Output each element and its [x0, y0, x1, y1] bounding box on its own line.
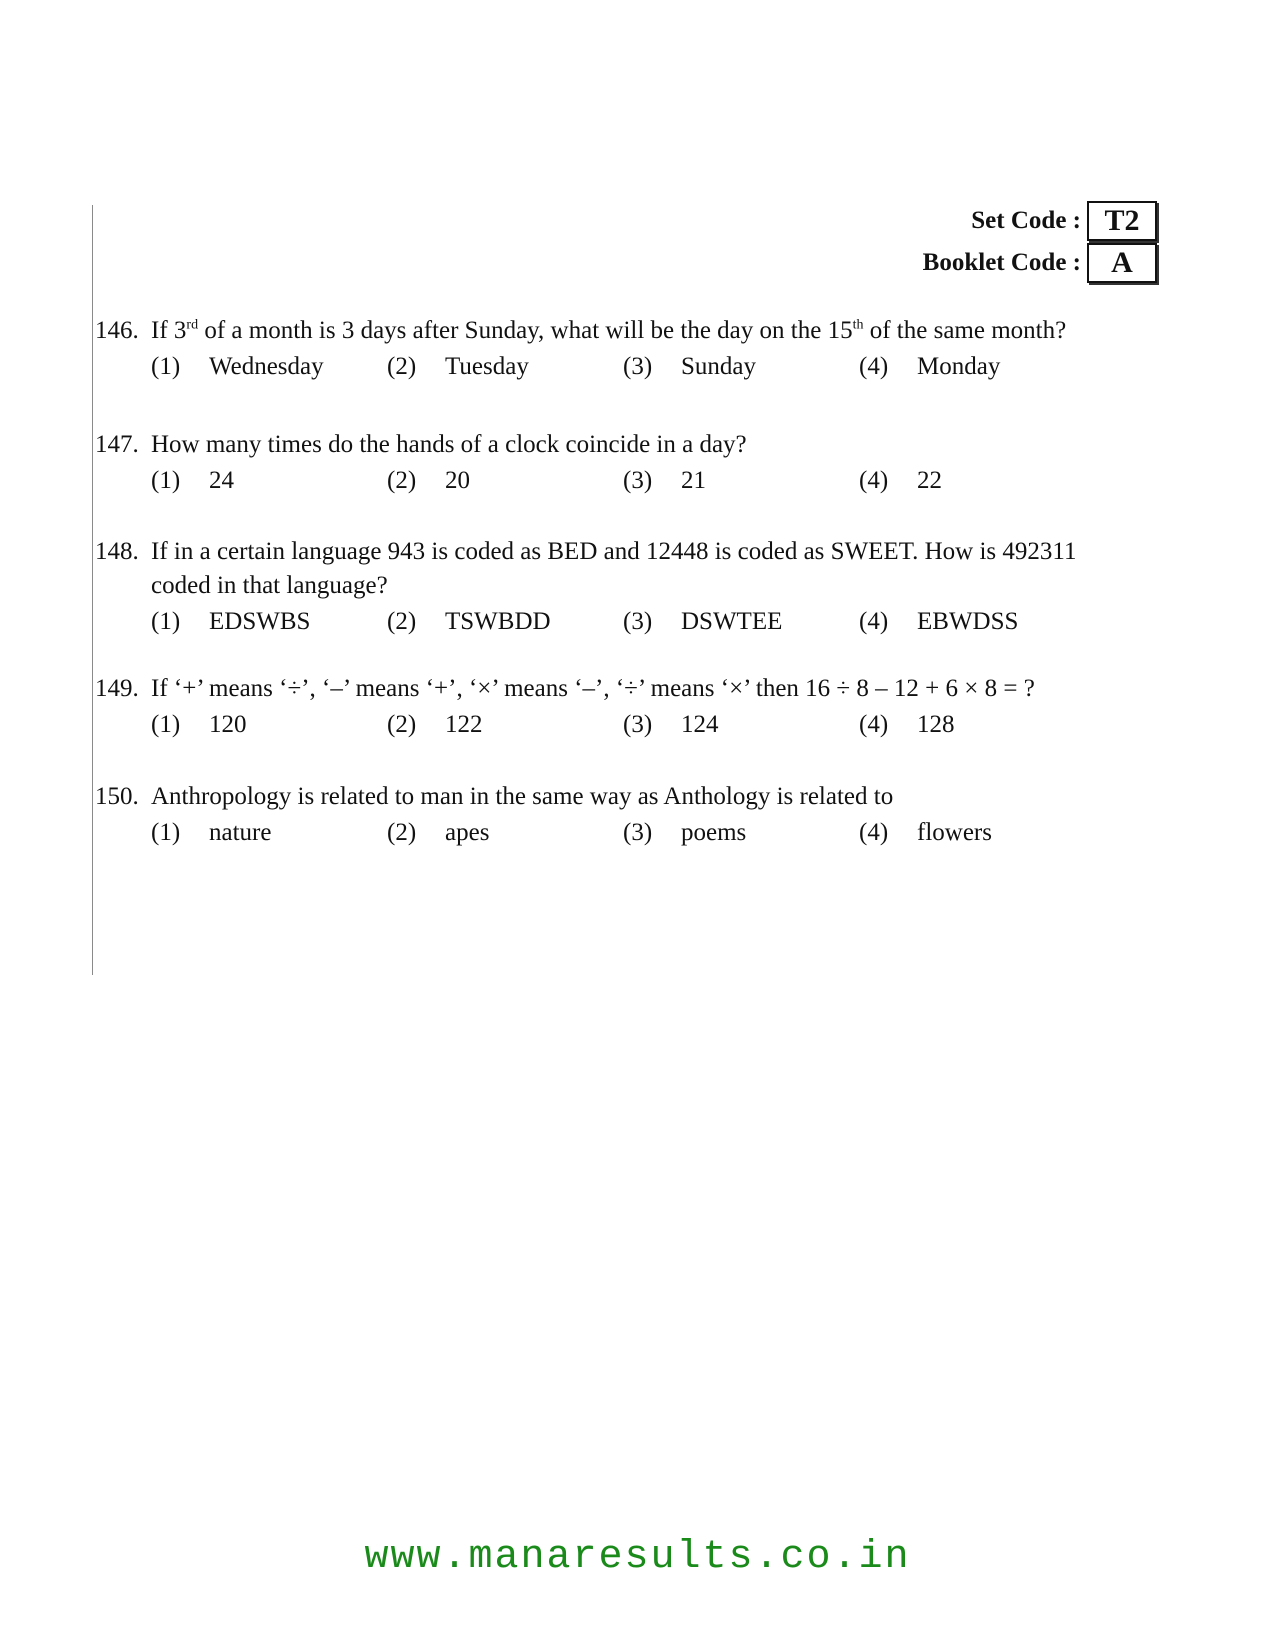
- set-code-label: Set Code :: [971, 207, 1081, 234]
- question-146: [95, 314, 1175, 384]
- option-1[interactable]: (1) nature: [151, 819, 272, 846]
- question-text-continued: coded in that language?: [151, 572, 388, 599]
- question-text: If ‘+’ means ‘÷’, ‘–’ means ‘+’, ‘×’ means ‘–’, ‘÷’ means ‘×’ then 16 ÷ 8 – 12 + 6 × 8 = ?: [151, 675, 1035, 702]
- booklet-code-box: A: [1087, 243, 1157, 283]
- option-4[interactable]: (4) 22: [859, 467, 942, 494]
- options-list: [95, 708, 1175, 742]
- code-block: [923, 200, 1157, 284]
- option-2[interactable]: (2) Tuesday: [387, 353, 529, 380]
- option-3[interactable]: (3) 124: [623, 711, 719, 738]
- options-list: [95, 464, 1175, 498]
- booklet-code-row: [923, 242, 1157, 284]
- question-text: How many times do the hands of a clock coincide in a day?: [151, 431, 747, 458]
- question-number: 149.: [95, 675, 139, 702]
- option-3[interactable]: (3) poems: [623, 819, 747, 846]
- option-3[interactable]: (3) DSWTEE: [623, 608, 783, 635]
- question-149: [95, 672, 1175, 742]
- margin-rule: [92, 205, 93, 975]
- question-147: [95, 428, 1175, 498]
- option-1[interactable]: (1) 24: [151, 467, 234, 494]
- set-code-row: [923, 200, 1157, 242]
- option-3[interactable]: (3) 21: [623, 467, 706, 494]
- question-148: [95, 535, 1175, 639]
- question-text: If in a certain language 943 is coded as BED and 12448 is coded as SWEET. How is 492311: [151, 538, 1077, 565]
- website-footer-link[interactable]: www.manaresults.co.in: [364, 1535, 911, 1580]
- option-4[interactable]: (4) 128: [859, 711, 955, 738]
- question-text: If 3rd of a month is 3 days after Sunday, what will be the day on the 15th of the same month?: [151, 317, 1067, 344]
- option-1[interactable]: (1) EDSWBS: [151, 608, 311, 635]
- option-4[interactable]: (4) Monday: [859, 353, 1001, 380]
- option-2[interactable]: (2) 122: [387, 711, 483, 738]
- options-list: [95, 816, 1175, 850]
- option-2[interactable]: (2) apes: [387, 819, 490, 846]
- booklet-code-label: Booklet Code :: [922, 249, 1081, 276]
- question-text: Anthropology is related to man in the same way as Anthology is related to: [151, 783, 894, 810]
- question-number: 147.: [95, 431, 139, 458]
- option-4[interactable]: (4) EBWDSS: [859, 608, 1019, 635]
- options-list: [95, 350, 1175, 384]
- question-number: 146.: [95, 317, 139, 344]
- question-number: 148.: [95, 538, 139, 565]
- option-2[interactable]: (2) 20: [387, 467, 470, 494]
- question-number: 150.: [95, 783, 139, 810]
- set-code-box: T2: [1087, 201, 1157, 241]
- option-1[interactable]: (1) Wednesday: [151, 353, 324, 380]
- question-150: [95, 780, 1175, 850]
- option-3[interactable]: (3) Sunday: [623, 353, 756, 380]
- option-1[interactable]: (1) 120: [151, 711, 247, 738]
- option-4[interactable]: (4) flowers: [859, 819, 992, 846]
- option-2[interactable]: (2) TSWBDD: [387, 608, 551, 635]
- options-list: [95, 605, 1175, 639]
